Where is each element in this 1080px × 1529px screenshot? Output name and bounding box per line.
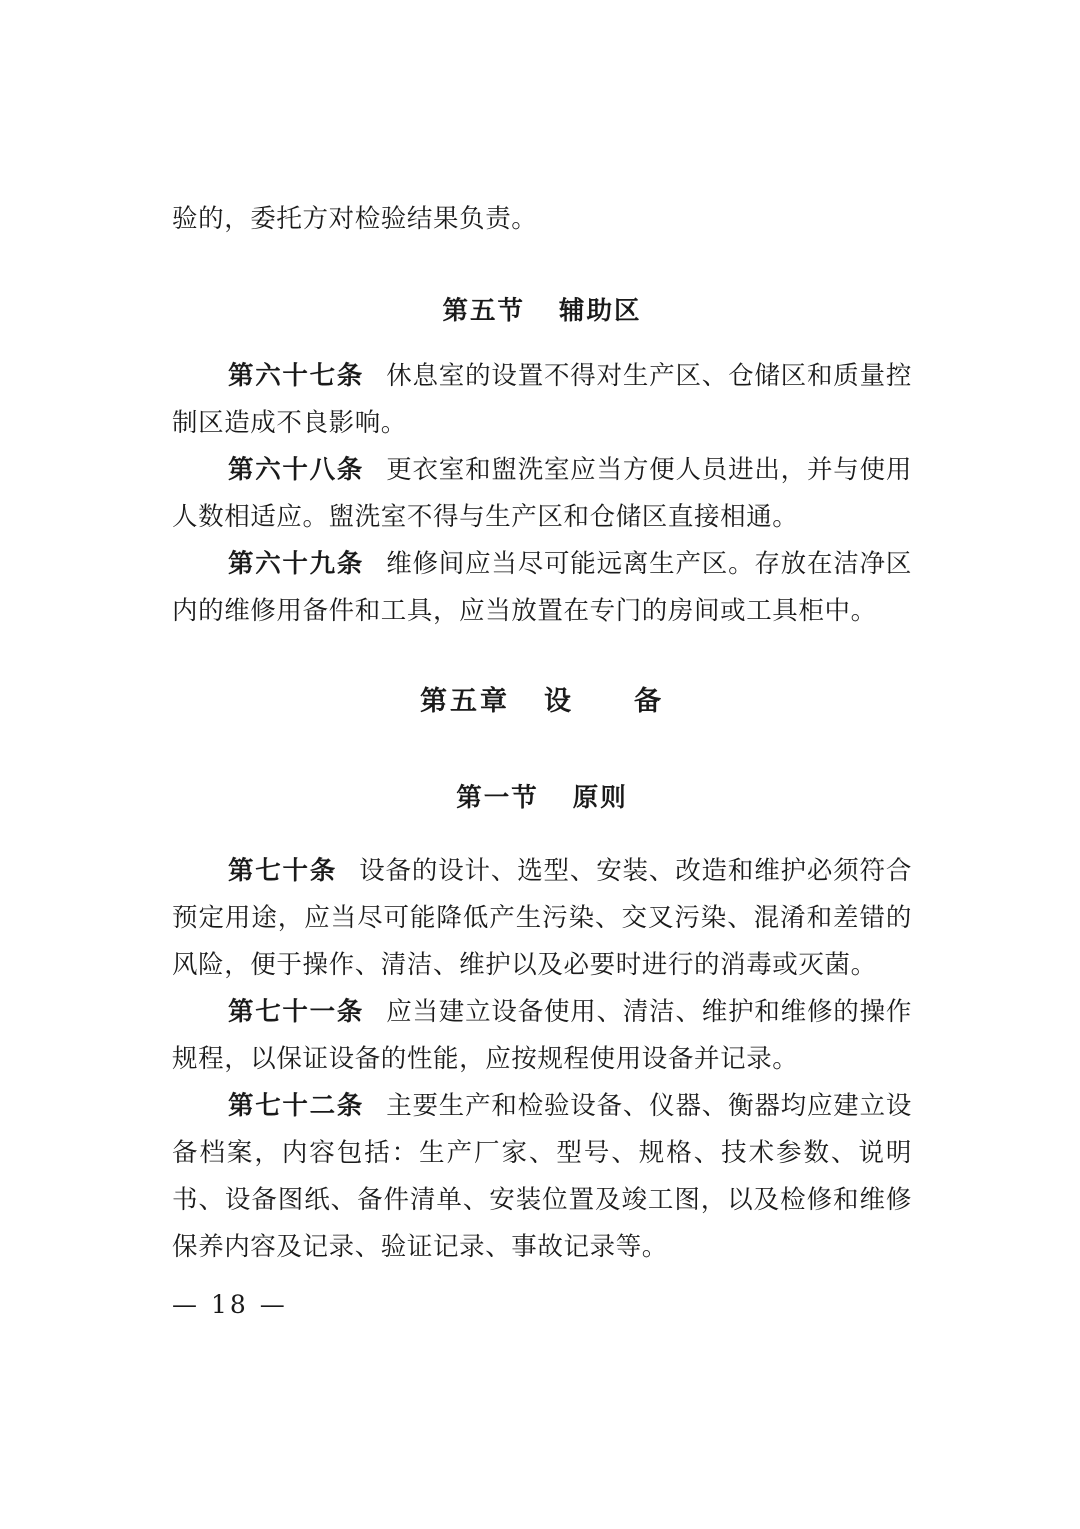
article-text: 更衣室和盥洗室应当方便人员进出，并与使用人数相适应。盥洗室不得与生产区和仓储区直接相通。 — [172, 455, 912, 532]
section-heading-number: 第一节 — [456, 783, 539, 813]
chapter-heading-title: 设 备 — [544, 686, 664, 717]
article-text: 设备的设计、选型、安装、改造和维护必须符合预定用途，应当尽可能降低产生污染、交叉污染、混淆和差错的风险，便于操作、清洁、维护以及必要时进行的消毒或灭菌。 — [172, 856, 912, 980]
article-69 — [172, 541, 912, 635]
article-number: 第六十八条 — [228, 455, 364, 485]
page-number: — 18 — — [172, 1290, 288, 1319]
article-text: 维修间应当尽可能远离生产区。存放在洁净区内的维修用备件和工具，应当放置在专门的房间或工具柜中。 — [172, 549, 912, 626]
article-number: 第七十条 — [228, 856, 337, 886]
article-text: 休息室的设置不得对生产区、仓储区和质量控制区造成不良影响。 — [172, 361, 912, 438]
section-heading-title: 辅助区 — [559, 296, 642, 326]
page-body — [172, 196, 912, 1271]
section-heading-title: 原则 — [572, 783, 628, 813]
section-heading-auxiliary-area — [172, 291, 912, 327]
chapter-heading-number: 第五章 — [420, 686, 510, 717]
article-text: 应当建立设备使用、清洁、维护和维修的操作规程，以保证设备的性能，应按规程使用设备并记录。 — [172, 997, 912, 1074]
article-number: 第七十一条 — [228, 997, 364, 1027]
paragraph-continuation: 验的，委托方对检验结果负责。 — [172, 204, 538, 234]
article-71 — [172, 989, 912, 1083]
article-72 — [172, 1083, 912, 1271]
article-70 — [172, 848, 912, 989]
article-67 — [172, 353, 912, 447]
article-number: 第六十九条 — [228, 549, 364, 579]
chapter-heading-equipment — [172, 679, 912, 718]
article-number: 第六十七条 — [228, 361, 364, 391]
article-text: 主要生产和检验设备、仪器、衡器均应建立设备档案，内容包括：生产厂家、型号、规格、技术参数、说明书、设备图纸、备件清单、安装位置及竣工图，以及检修和维修保养内容及记录、验证记录、事故记录等。 — [172, 1091, 912, 1262]
spacer — [172, 243, 912, 261]
article-number: 第七十二条 — [228, 1091, 364, 1121]
article-68 — [172, 447, 912, 541]
section-heading-principles — [172, 778, 912, 814]
section-heading-number: 第五节 — [442, 296, 525, 326]
